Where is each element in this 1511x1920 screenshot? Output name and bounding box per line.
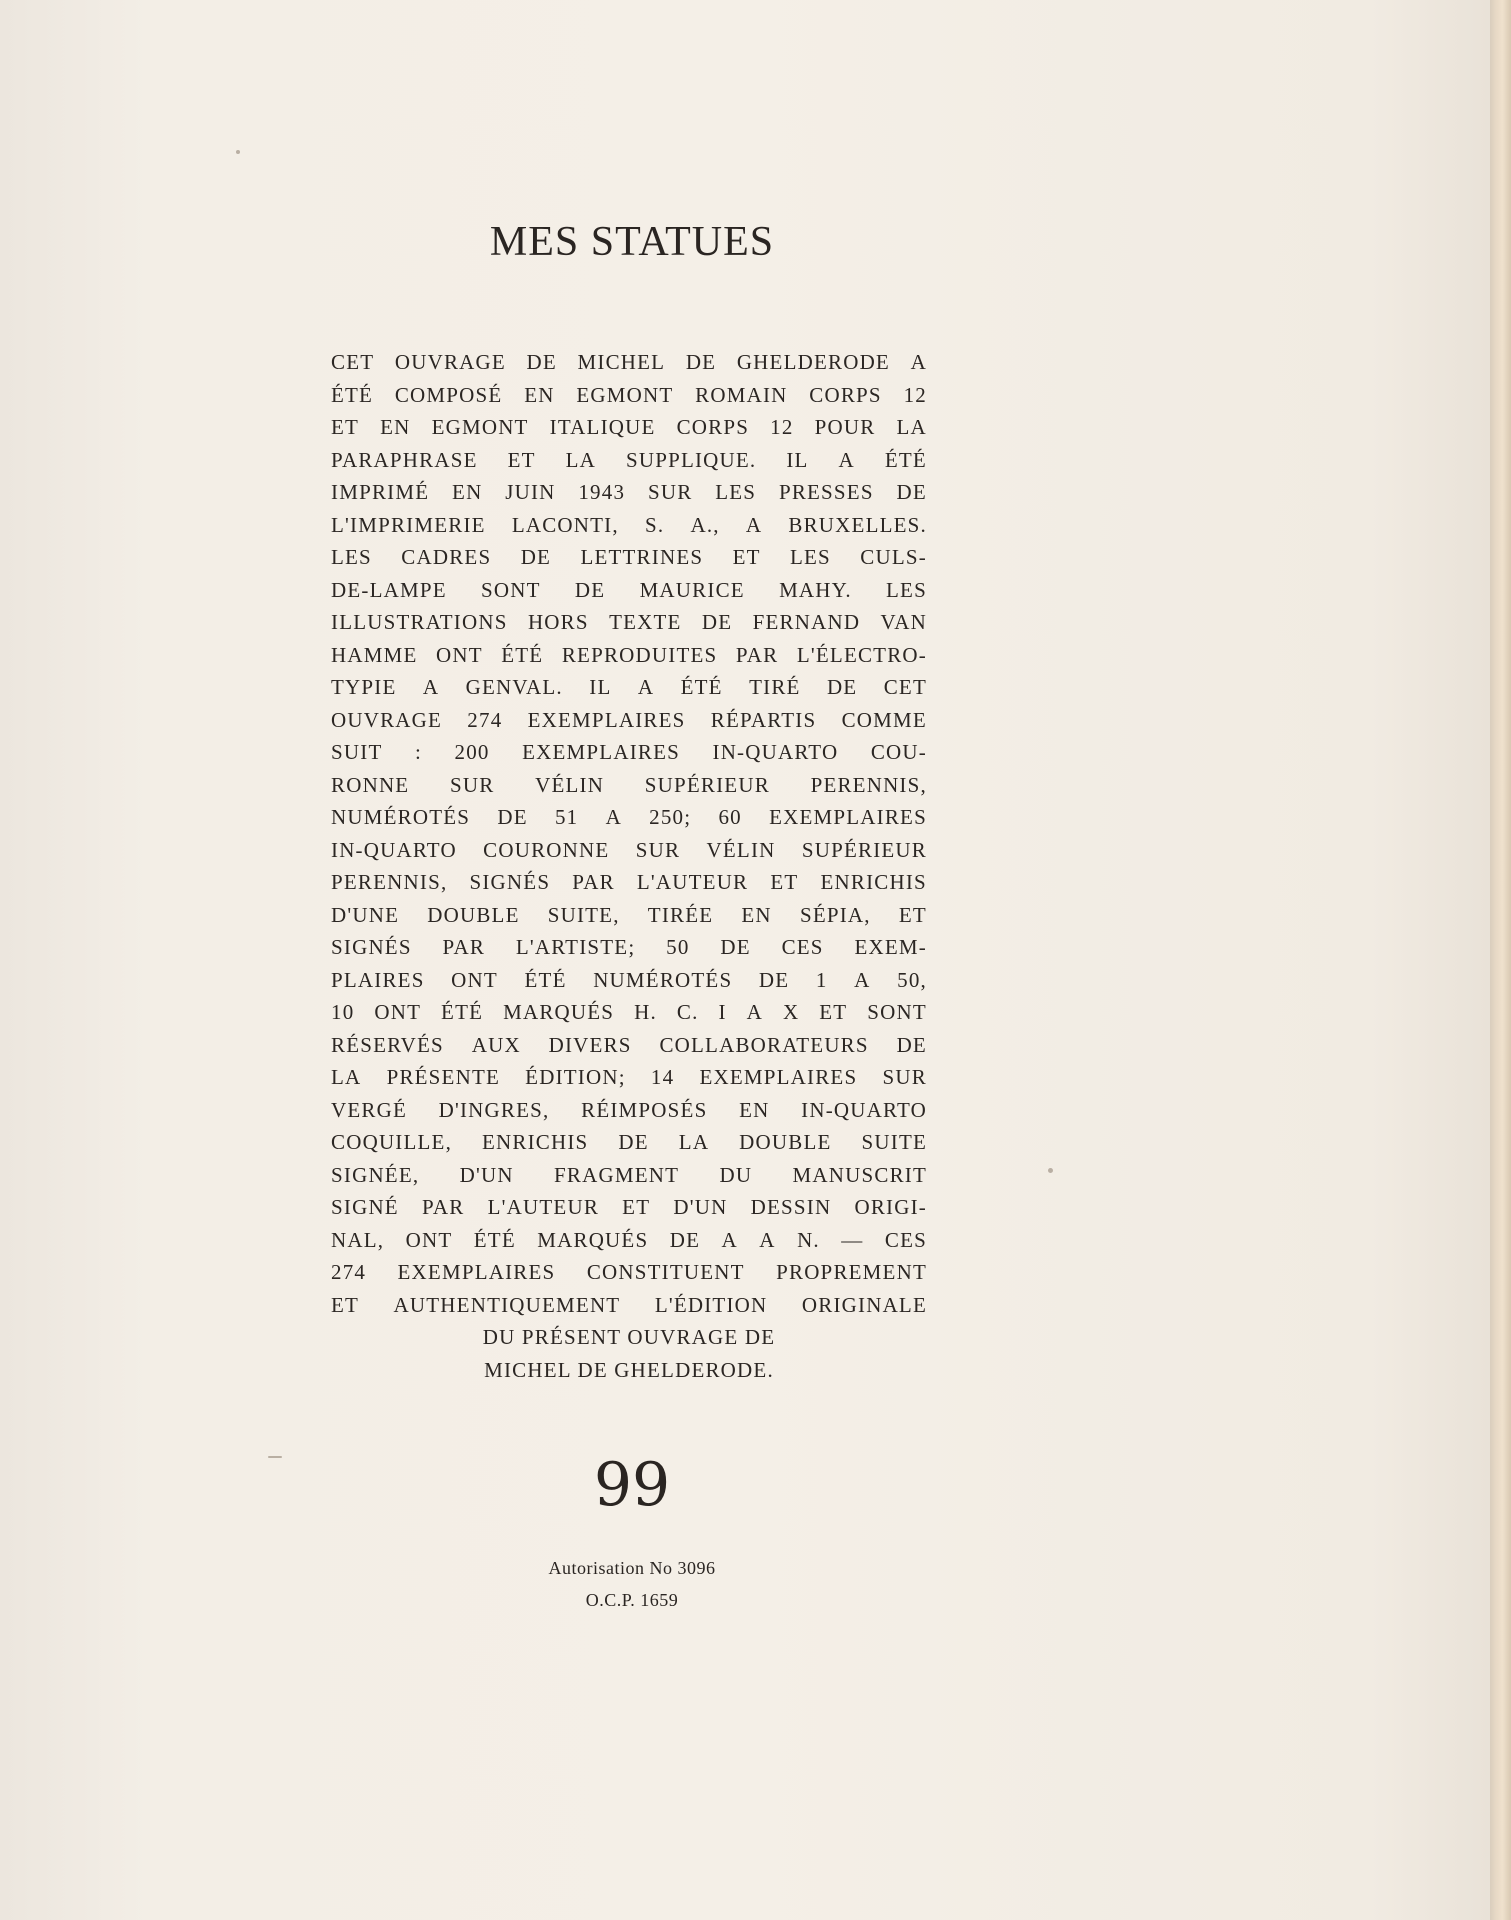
- colophon-line: [331, 1094, 927, 1127]
- colophon-line: [331, 996, 927, 1029]
- colophon-line: [331, 444, 927, 477]
- colophon-word: ORIGINALE: [801, 1292, 927, 1317]
- colophon-word: 200: [454, 740, 490, 764]
- colophon-word: A: [605, 805, 622, 829]
- colophon-word: MAURICE: [639, 577, 745, 602]
- colophon-word: ÉTÉ: [501, 642, 544, 667]
- colophon-word: LETTRINES: [580, 545, 704, 569]
- colophon-line: [331, 346, 927, 379]
- colophon-word: I: [718, 1000, 727, 1024]
- colophon-word: COQUILLE,: [331, 1130, 453, 1154]
- colophon-line: [331, 509, 927, 542]
- colophon-word: S.: [644, 512, 665, 537]
- colophon-line: [331, 769, 927, 802]
- colophon-word: DE: [520, 545, 552, 569]
- colophon-word: SUPÉRIEUR: [801, 837, 927, 862]
- colophon-word: L'IMPRIMERIE: [331, 512, 486, 537]
- colophon-line: [331, 541, 927, 574]
- colophon-word: FERNAND: [752, 610, 861, 634]
- colophon-word: ET: [331, 415, 360, 439]
- colophon-word: LES: [886, 577, 927, 602]
- colophon-word: 14: [650, 1065, 675, 1089]
- colophon-word: CONSTITUENT: [586, 1260, 745, 1284]
- ocp-number: O.C.P. 1659: [585, 1590, 679, 1610]
- colophon-word: IN-QUARTO: [331, 837, 457, 862]
- colophon-word: ÉTÉ: [680, 675, 723, 699]
- colophon-line: [331, 801, 927, 834]
- colophon-word: PERENNIS,: [331, 870, 448, 894]
- colophon-word: COMME: [841, 707, 927, 732]
- colophon-word: DE: [574, 577, 606, 602]
- colophon-word: MARQUÉS: [537, 1227, 649, 1252]
- colophon-word: RONNE: [331, 772, 410, 797]
- colophon-word: EXEMPLAIRES: [522, 740, 680, 764]
- colophon-word: AUX: [471, 1032, 521, 1057]
- colophon-word: ILLUSTRATIONS: [331, 610, 508, 634]
- colophon-line: [331, 866, 927, 899]
- colophon-word: DE: [758, 967, 790, 992]
- colophon-word: COMPOSÉ: [394, 382, 503, 407]
- colophon-word: PLAIRES: [331, 967, 425, 992]
- colophon-word: DOUBLE: [427, 902, 520, 927]
- colophon-word: A: [838, 447, 855, 472]
- colophon-word: SÉPIA,: [799, 902, 871, 927]
- colophon-word: H.: [634, 1000, 657, 1024]
- colophon-word: A: [910, 350, 927, 374]
- colophon-word: DE: [618, 1130, 649, 1154]
- colophon-word: ENRICHIS: [482, 1130, 589, 1154]
- colophon-word: NUMÉROTÉS: [593, 967, 733, 992]
- colophon-word: A: [637, 675, 655, 699]
- colophon-word: ÉTÉ: [473, 1227, 516, 1252]
- colophon-word: ET: [819, 1000, 848, 1024]
- page-edge: [1490, 0, 1511, 1920]
- colophon-word: JUIN: [505, 480, 556, 504]
- colophon-word: LES: [789, 545, 831, 569]
- colophon-word: LES: [331, 545, 372, 569]
- colophon-word: PROPREMENT: [776, 1260, 927, 1284]
- colophon-word: MANUSCRIT: [792, 1162, 927, 1187]
- colophon-word: EXEMPLAIRES: [527, 707, 686, 732]
- colophon-word: IL: [589, 675, 612, 699]
- colophon-word: PAR: [442, 935, 486, 959]
- colophon-word: ÉTÉ: [331, 382, 374, 407]
- colophon-word: MAHY.: [779, 577, 852, 602]
- colophon-word: 10: [331, 1000, 355, 1024]
- colophon-word: HAMME: [331, 642, 418, 667]
- colophon-line: [331, 1256, 927, 1289]
- colophon-word: SIGNÉS: [469, 870, 551, 894]
- colophon-word: L'ÉLECTRO-: [796, 642, 927, 667]
- colophon-word: EXEM-: [854, 935, 927, 959]
- colophon-word: ONT: [451, 967, 498, 992]
- colophon-line: [331, 1289, 927, 1322]
- colophon-word: BRUXELLES.: [788, 512, 927, 537]
- colophon-word: ET: [732, 545, 761, 569]
- colophon-word: 274: [331, 1260, 367, 1284]
- colophon-word: SONT: [481, 577, 541, 602]
- colophon-word: AUTHENTIQUEMENT: [393, 1292, 621, 1317]
- colophon-line: [331, 899, 927, 932]
- colophon-word: ÉTÉ: [884, 447, 927, 472]
- colophon-word: A: [422, 675, 440, 699]
- colophon-word: PRESSES: [778, 480, 874, 504]
- colophon-word: VERGÉ: [331, 1097, 407, 1122]
- colophon-word: RÉPARTIS: [710, 707, 817, 732]
- colophon-word: SIGNÉS: [331, 935, 412, 959]
- colophon-word: L'AUTEUR: [487, 1195, 600, 1219]
- colophon-word: PRÉSENTE: [386, 1065, 501, 1089]
- colophon-line: [331, 476, 927, 509]
- colophon-word: ET: [770, 870, 799, 894]
- colophon-word: ROMAIN: [695, 382, 788, 407]
- colophon-word: OUVRAGE: [394, 350, 506, 374]
- colophon-word: COLLABORATEURS: [659, 1032, 869, 1057]
- colophon-word: CES: [884, 1227, 927, 1252]
- colophon-word: ET: [622, 1195, 651, 1219]
- colophon-line: [331, 1321, 927, 1354]
- colophon-word: N.: [797, 1227, 820, 1252]
- colophon-word: 50,: [897, 967, 927, 992]
- colophon-word: DOUBLE: [739, 1130, 832, 1154]
- colophon-word: DE-LAMPE: [331, 577, 447, 602]
- paper-speck: [1048, 1168, 1053, 1173]
- colophon-word: PARAPHRASE: [331, 447, 478, 472]
- colophon-word: EXEMPLAIRES: [769, 805, 927, 829]
- page-number: 99: [593, 1450, 671, 1520]
- colophon-word: PERENNIS,: [810, 772, 927, 797]
- colophon-text: [331, 346, 927, 1386]
- colophon-word: HORS: [527, 610, 589, 634]
- colophon-word: COU-: [870, 740, 927, 764]
- colophon-word: 1943: [578, 480, 626, 504]
- colophon-word: 60: [718, 805, 742, 829]
- colophon-line: [331, 1029, 927, 1062]
- colophon-word: SUITE: [861, 1130, 927, 1154]
- colophon-word: IN-QUARTO: [712, 740, 839, 764]
- colophon-word: ET: [898, 902, 927, 927]
- colophon-word: D'INGRES,: [438, 1097, 550, 1122]
- colophon-word: CORPS: [676, 415, 750, 439]
- colophon-word: CADRES: [401, 545, 492, 569]
- colophon-word: FRAGMENT: [554, 1162, 680, 1187]
- colophon-line: [331, 606, 927, 639]
- colophon-word: CULS-: [860, 545, 927, 569]
- colophon-word: RÉSERVÉS: [331, 1032, 444, 1057]
- colophon-line: [331, 736, 927, 769]
- colophon-word: A: [745, 512, 763, 537]
- colophon-line: [331, 1061, 927, 1094]
- colophon-word: DE: [720, 935, 751, 959]
- colophon-word: SIGNÉE,: [331, 1162, 420, 1187]
- colophon-word: EN: [380, 415, 411, 439]
- colophon-word: L'AUTEUR: [636, 870, 749, 894]
- colophon-word: EN: [741, 902, 772, 927]
- colophon-word: DE: [701, 610, 733, 634]
- colophon-word: ET: [331, 1292, 360, 1317]
- colophon-word: LA: [565, 447, 596, 472]
- colophon-word: LA: [331, 1065, 362, 1089]
- colophon-word: ENRICHIS: [820, 870, 927, 894]
- colophon-word: :: [414, 740, 423, 764]
- colophon-word: NUMÉROTÉS: [331, 805, 471, 829]
- colophon-word: SIGNÉ: [331, 1195, 399, 1219]
- colophon-word: 274: [467, 707, 503, 732]
- colophon-word: PAR: [735, 642, 779, 667]
- colophon-word: DE: [896, 1032, 927, 1057]
- colophon-line: [331, 379, 927, 412]
- book-title: MES STATUES: [489, 219, 775, 265]
- colophon-word: SUR: [647, 480, 693, 504]
- colophon-word: SUITE,: [547, 902, 620, 927]
- paper-speck: [236, 150, 240, 154]
- colophon-word: ONT: [436, 642, 483, 667]
- colophon-word: 12: [770, 415, 794, 439]
- colophon-word: EN: [524, 382, 555, 407]
- colophon-word: 12: [903, 382, 927, 407]
- colophon-word: CET: [883, 675, 927, 699]
- colophon-word: TEXTE: [609, 610, 682, 634]
- colophon-word: POUR: [814, 415, 876, 439]
- colophon-word: PAR: [572, 870, 615, 894]
- colophon-word: 250;: [649, 805, 692, 829]
- colophon-line: [331, 834, 927, 867]
- colophon-word: EXEMPLAIRES: [699, 1065, 858, 1089]
- colophon-word: DE: [896, 480, 927, 504]
- colophon-word: CES: [781, 935, 824, 959]
- colophon-word: L'ÉDITION: [654, 1292, 768, 1317]
- colophon-word: VÉLIN: [535, 772, 605, 797]
- colophon-word: IL: [786, 447, 809, 472]
- colophon-line: [331, 574, 927, 607]
- colophon-word: PAR: [421, 1195, 465, 1219]
- colophon-word: ORIGI-: [854, 1195, 927, 1219]
- colophon-word: TIRÉE: [647, 902, 714, 927]
- colophon-word: ONT: [374, 1000, 422, 1024]
- colophon-word: LA: [678, 1130, 710, 1154]
- authorization-block: [0, 1552, 1264, 1616]
- colophon-line: [331, 1191, 927, 1224]
- colophon-word: COURONNE: [483, 837, 610, 862]
- colophon-word: SUR: [882, 1065, 927, 1089]
- colophon-line: [331, 411, 927, 444]
- colophon-word: A: [759, 1227, 776, 1252]
- colophon-word: TIRÉ: [749, 675, 801, 699]
- colophon-word: VÉLIN: [706, 837, 776, 862]
- colophon-word: DU PRÉSENT OUVRAGE DE: [482, 1325, 776, 1349]
- colophon-word: DE: [497, 805, 528, 829]
- colophon-line: [331, 1126, 927, 1159]
- colophon-word: IMPRIMÉ: [331, 480, 430, 504]
- colophon-line: [331, 1354, 927, 1387]
- colophon-word: DE: [685, 350, 717, 374]
- colophon-word: CORPS: [809, 382, 882, 407]
- colophon-word: A: [721, 1227, 738, 1252]
- colophon-word: EN: [739, 1097, 770, 1122]
- colophon-word: GENVAL.: [465, 675, 563, 699]
- colophon-word: D'UN: [459, 1162, 514, 1187]
- colophon-word: EN: [452, 480, 483, 504]
- colophon-word: ET: [507, 447, 536, 472]
- colophon-word: DE: [526, 350, 557, 374]
- colophon-word: —: [841, 1227, 864, 1252]
- colophon-word: A: [746, 1000, 763, 1024]
- colophon-word: SUPÉRIEUR: [644, 772, 770, 797]
- colophon-word: DU: [719, 1162, 753, 1187]
- colophon-word: MICHEL: [577, 350, 666, 374]
- colophon-word: GHELDERODE: [736, 350, 890, 374]
- colophon-word: REPRODUITES: [561, 642, 718, 667]
- colophon-word: MICHEL DE GHELDERODE.: [484, 1357, 774, 1382]
- colophon-word: DE: [669, 1227, 701, 1252]
- colophon-word: A: [854, 967, 871, 992]
- colophon-word: ITALIQUE: [549, 415, 656, 439]
- colophon-word: 51: [554, 805, 579, 829]
- colophon-word: SUPPLIQUE.: [625, 447, 757, 472]
- colophon-word: A.,: [690, 512, 720, 537]
- colophon-word: 1: [815, 967, 828, 992]
- colophon-line: [331, 1159, 927, 1192]
- colophon-word: IN-QUARTO: [801, 1097, 927, 1122]
- colophon-word: CET: [331, 350, 375, 374]
- colophon-word: SUR: [450, 772, 495, 797]
- colophon-line: [331, 639, 927, 672]
- colophon-word: EGMONT: [431, 415, 529, 439]
- colophon-line: [331, 964, 927, 997]
- colophon-word: OUVRAGE: [331, 707, 443, 732]
- colophon-word: VAN: [880, 610, 927, 634]
- colophon-word: ÉTÉ: [441, 1000, 484, 1024]
- colophon-word: RÉIMPOSÉS: [581, 1097, 708, 1122]
- authorization-number: Autorisation No 3096: [548, 1558, 716, 1578]
- colophon-word: C.: [676, 1000, 699, 1024]
- colophon-word: DIVERS: [548, 1032, 632, 1057]
- colophon-word: LES: [715, 480, 757, 504]
- colophon-word: DE: [826, 675, 858, 699]
- colophon-word: ONT: [405, 1227, 453, 1252]
- colophon-word: 50: [666, 935, 690, 959]
- colophon-word: ÉTÉ: [524, 967, 567, 992]
- colophon-line: [331, 931, 927, 964]
- colophon-word: SONT: [867, 1000, 927, 1024]
- colophon-word: NAL,: [331, 1227, 385, 1252]
- colophon-word: TYPIE: [331, 675, 397, 699]
- colophon-word: EGMONT: [576, 382, 674, 407]
- colophon-word: D'UNE: [331, 902, 400, 927]
- colophon-word: LACONTI,: [511, 512, 619, 537]
- colophon-word: D'UN: [673, 1195, 728, 1219]
- colophon-word: MARQUÉS: [503, 1000, 615, 1024]
- colophon-line: [331, 671, 927, 704]
- colophon-word: DESSIN: [750, 1195, 832, 1219]
- colophon-word: ÉDITION;: [525, 1065, 626, 1089]
- colophon-word: L'ARTISTE;: [515, 935, 636, 959]
- colophon-line: [331, 1224, 927, 1257]
- colophon-word: X: [782, 1000, 800, 1024]
- colophon-word: LA: [896, 415, 927, 439]
- colophon-word: SUR: [635, 837, 681, 862]
- colophon-line: [331, 704, 927, 737]
- colophon-word: SUIT: [331, 740, 383, 764]
- colophon-word: EXEMPLAIRES: [397, 1260, 556, 1284]
